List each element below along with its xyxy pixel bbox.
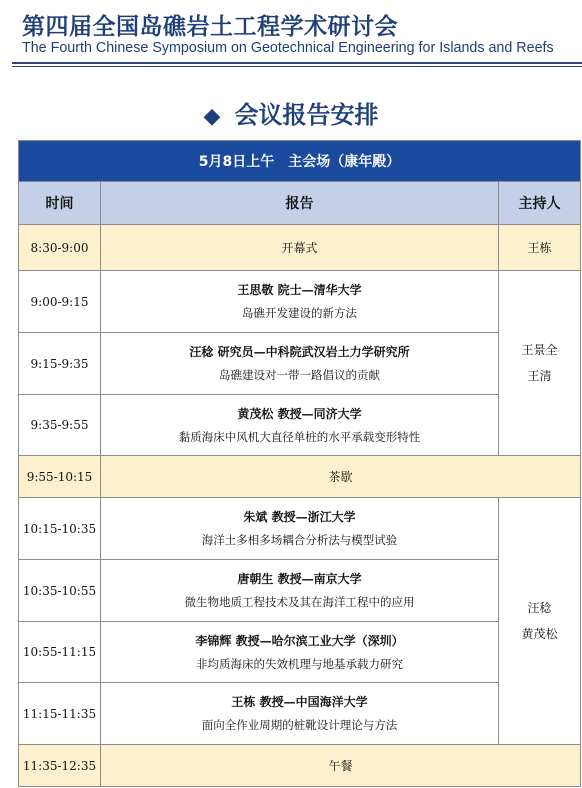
symposium-title-en: The Fourth Chinese Symposium on Geotechnical Engineering for Islands and Reefs — [22, 40, 554, 56]
talk-topic: 黏质海床中风机大直径单桩的水平承载变形特性 — [178, 429, 421, 444]
page-title-text: 会议报告安排 — [234, 101, 379, 129]
talk-topic: 面向全作业周期的桩靴设计理论与方法 — [201, 718, 398, 732]
talk-speaker: 汪稔 研究员—中科院武汉岩土力学研究所 — [189, 345, 410, 359]
column-header-host: 主持人 — [499, 182, 581, 225]
talk-topic: 海洋土多相多场耦合分析法与模型试验 — [201, 533, 398, 547]
host-name: 汪稔 — [527, 601, 552, 615]
host-name: 王清 — [527, 369, 552, 383]
opening-host: 王栋 — [499, 225, 581, 271]
table-row — [19, 622, 581, 683]
table-row — [19, 498, 581, 560]
column-header-time: 时间 — [19, 182, 101, 225]
block1-host-cell — [499, 271, 581, 456]
talk-speaker: 李锦辉 教授—哈尔滨工业大学（深圳） — [195, 633, 404, 648]
host-name: 王景全 — [521, 343, 558, 357]
tea-break-row — [19, 456, 581, 498]
table-row — [19, 333, 581, 395]
talk-topic: 岛礁建设对一带一路倡议的贡献 — [219, 368, 380, 382]
schedule-table — [18, 140, 581, 787]
opening-time: 8:30-9:00 — [19, 225, 101, 271]
talk-speaker: 王栋 教授—中国海洋大学 — [231, 695, 368, 709]
talk-time: 10:15-10:35 — [19, 498, 101, 560]
tea-break-time: 9:55-10:15 — [19, 456, 101, 498]
talk-topic: 微生物地质工程技术及其在海洋工程中的应用 — [184, 595, 415, 609]
table-row — [19, 395, 581, 456]
page-title — [0, 95, 582, 130]
talk-speaker: 唐朝生 教授—南京大学 — [237, 572, 362, 586]
talk-topic: 岛礁开发建设的新方法 — [242, 306, 357, 320]
talk-cell — [101, 622, 499, 683]
talk-time: 9:15-9:35 — [19, 333, 101, 395]
talk-cell — [101, 395, 499, 456]
talk-time: 10:35-10:55 — [19, 560, 101, 622]
talk-cell — [101, 271, 499, 333]
tea-break-event: 茶歇 — [101, 456, 581, 498]
column-header-report: 报告 — [101, 182, 499, 225]
diamond-bullet-icon: ◆ — [203, 104, 221, 129]
talk-time: 9:00-9:15 — [19, 271, 101, 333]
talk-time: 9:35-9:55 — [19, 395, 101, 456]
header-rule-thick — [12, 62, 582, 64]
table-row — [19, 271, 581, 333]
session-title: 5月8日上午 主会场（康年殿） — [19, 141, 581, 182]
talk-speaker: 朱斌 教授—浙江大学 — [243, 510, 356, 524]
talk-cell — [101, 560, 499, 622]
symposium-title-cn: 第四届全国岛礁岩土工程学术研讨会 — [22, 14, 398, 40]
talk-speaker: 黄茂松 教授—同济大学 — [237, 406, 362, 421]
talk-topic: 非均质海床的失效机理与地基承载力研究 — [196, 656, 403, 671]
lunch-time: 11:35-12:35 — [19, 745, 101, 787]
table-row — [19, 683, 581, 745]
opening-event: 开幕式 — [101, 225, 499, 271]
host-name: 黄茂松 — [521, 627, 558, 641]
talk-time: 10:55-11:15 — [19, 622, 101, 683]
lunch-event: 午餐 — [101, 745, 581, 787]
block2-host-cell — [499, 498, 581, 745]
column-header-row — [19, 182, 581, 225]
header-rule-thin — [12, 66, 582, 67]
talk-time: 11:15-11:35 — [19, 683, 101, 745]
talk-speaker: 王思敬 院士—清华大学 — [237, 283, 362, 297]
talk-cell — [101, 683, 499, 745]
session-banner-row — [19, 141, 581, 182]
talk-cell — [101, 333, 499, 395]
table-row — [19, 560, 581, 622]
opening-row — [19, 225, 581, 271]
lunch-row — [19, 745, 581, 787]
talk-cell — [101, 498, 499, 560]
